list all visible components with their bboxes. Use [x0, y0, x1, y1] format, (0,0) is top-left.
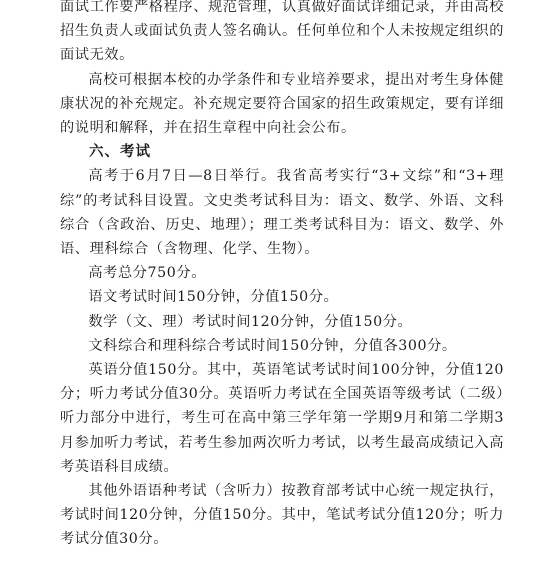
- paragraph-comprehensive-exam: 文科综合和理科综合考试时间150分钟，分值各300分。: [88, 337, 457, 354]
- paragraph-chinese-exam: 语文考试时间150分钟，分值150分。: [88, 289, 339, 306]
- paragraph-exam-schedule: 高考于6月7日—8日举行。我省高考实行“3+文综”和“3+理综”的考试科目设置。文史类考试科目为：语文、数学、外语、文科综合（含政治、历史、地理）；理工类考试科目为：语文、数学、外语、理科综合（含物理、化学、生物）。: [60, 168, 504, 258]
- paragraph-total-score: 高考总分750分。: [88, 265, 206, 282]
- paragraph-english-exam: 英语分值150分。其中，英语笔试考试时间100分钟，分值120分；听力考试分值30分。英语听力考试在全国英语等级考试（二级）听力部分中进行，考生可在高中第三学年第一学期9月和第二学期3月参加听力考试，若考生参加两次听力考试，以考生最高成绩记入高考英语科目成绩。: [60, 362, 504, 475]
- paragraph-interview-records: 面试工作要严格程序、规范管理，认真做好面试详细记录，并由高校招生负责人或面试负责人签名确认。任何单位和个人未按规定组织的面试无效。: [60, 0, 504, 64]
- section-heading-exam: 六、考试: [89, 143, 151, 161]
- paragraph-other-languages: 其他外语语种考试（含听力）按教育部考试中心统一规定执行，考试时间120分钟，分值150分。其中，笔试考试分值120分；听力考试分值30分。: [60, 483, 504, 548]
- paragraph-health-requirements: 高校可根据本校的办学条件和专业培养要求，提出对考生身体健康状况的补充规定。补充规定要符合国家的招生政策规定，要有详细的说明和解释，并在招生章程中向社会公布。: [60, 71, 504, 137]
- paragraph-math-exam: 数学（文、理）考试时间120分钟，分值150分。: [88, 313, 413, 330]
